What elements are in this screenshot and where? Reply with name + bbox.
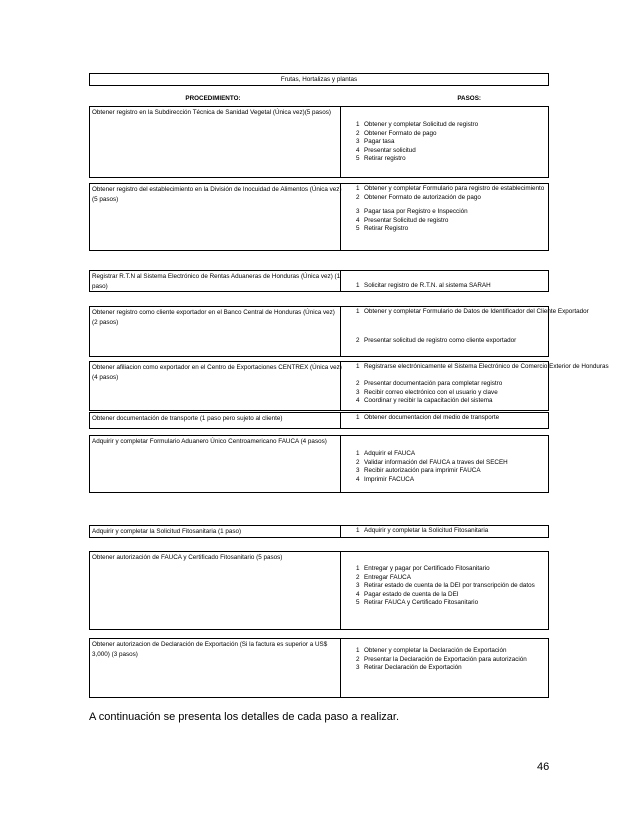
step-number: 3	[356, 388, 360, 396]
step-number: 1	[356, 121, 360, 128]
column-divider	[340, 184, 341, 250]
step-item	[356, 414, 499, 423]
step-text: Pagar estado de cuenta de la DEI	[364, 590, 459, 598]
step-number: 5	[356, 599, 360, 606]
step-number: 3	[356, 664, 360, 671]
step-text: Pagar tasa por Registro e Inspección	[364, 208, 468, 215]
step-item	[356, 599, 478, 608]
step-text: Adquirir y completar la Solicitud Fitosanitaria	[364, 527, 489, 534]
step-item	[356, 459, 508, 468]
procedure-section	[89, 306, 589, 357]
procedure-description: Adquirir y completar Formulario Aduanero Único Centroamericano FAUCA (4 pasos)	[92, 438, 327, 445]
step-text: Obtener y completar Solicitud de registro	[364, 121, 479, 128]
step-text: Pagar tasa	[364, 138, 395, 145]
column-divider	[340, 639, 341, 697]
step-number: 1	[356, 363, 360, 370]
footer-text: A continuación se presenta los detalles de cada paso a realizar.	[89, 711, 400, 723]
step-number: 4	[356, 146, 360, 154]
step-item	[356, 582, 535, 591]
step-text: Obtener y completar la Declaración de Exportación	[364, 647, 507, 654]
procedure-description: Registrar R.T.N al Sistema Electrónico de Rentas Aduaneras de Honduras (Única vez) (1 paso)	[92, 273, 341, 290]
step-text: Registrarse electrónicamente el Sistema Electrónico de Comercio Exterior de Honduras	[364, 363, 609, 370]
step-text: Obtener Formato de autorización de pago	[364, 193, 481, 201]
column-divider	[340, 436, 341, 492]
step-item	[356, 130, 436, 139]
procedure-section	[89, 361, 609, 411]
step-item	[356, 656, 527, 665]
step-number: 2	[356, 129, 360, 137]
step-text: Obtener y completar Formulario para registro de establecimiento	[364, 185, 545, 192]
step-number: 1	[356, 185, 360, 192]
procedure-description: Obtener autorización de FAUCA y Certificado Fitosanitario (5 pasos)	[92, 554, 283, 561]
procedure-description: Obtener registro en la Subdirección Técnica de Sanidad Vegetal (Única vez)(5 pasos)	[92, 109, 331, 116]
procedure-section	[89, 412, 549, 429]
step-number: 3	[356, 208, 360, 215]
step-item	[356, 476, 414, 485]
column-divider	[340, 307, 341, 356]
step-text: Obtener documentacion del medio de transporte	[364, 414, 500, 421]
procedure-description: Obtener registro del establecimiento en la División de Inocuidad de Alimentos (Única vez)(5 pasos)	[92, 186, 342, 203]
column-divider	[340, 552, 341, 629]
procedure-table	[89, 73, 609, 671]
step-number: 4	[356, 590, 360, 598]
step-item	[356, 138, 394, 147]
step-number: 2	[356, 458, 360, 466]
step-item	[356, 225, 408, 234]
step-number: 1	[356, 647, 360, 654]
step-text: Recibir autorización para imprimir FAUCA	[364, 467, 481, 474]
step-number: 3	[356, 582, 360, 589]
step-item	[356, 121, 478, 130]
step-number: 1	[356, 308, 360, 315]
step-text: Retirar FAUCA y Certificado Fitosanitario	[364, 599, 479, 606]
step-text: Imprimir FACUCA	[364, 475, 415, 483]
step-number: 2	[356, 337, 360, 344]
step-item	[356, 208, 468, 217]
procedure-section	[89, 106, 549, 178]
step-number: 5	[356, 225, 360, 232]
column-divider	[340, 362, 341, 410]
step-item	[356, 308, 589, 317]
step-number: 1	[356, 565, 360, 572]
step-text: Obtener Formato de pago	[364, 129, 437, 137]
step-item	[356, 467, 481, 476]
step-number: 2	[356, 193, 360, 201]
step-text: Validar información del FAUCA a traves del SECEH	[364, 458, 508, 466]
step-item	[356, 363, 609, 372]
step-text: Presentar documentación para completar registro	[364, 380, 503, 387]
step-number: 1	[356, 450, 360, 457]
step-text: Entregar FAUCA	[364, 573, 411, 581]
step-item	[356, 591, 459, 600]
procedure-section	[89, 435, 549, 493]
step-number: 4	[356, 475, 360, 483]
column-divider	[340, 107, 341, 177]
step-number: 1	[356, 282, 360, 289]
step-item	[356, 217, 448, 226]
step-number: 4	[356, 397, 360, 404]
step-item	[356, 282, 491, 291]
step-text: Recibir correo electrónico con el usuario y clave	[364, 388, 498, 396]
step-number: 3	[356, 138, 360, 145]
procedure-description: Obtener documentación de transporte (1 paso pero sujeto al cliente)	[92, 415, 283, 422]
step-text: Retirar Registro	[364, 225, 409, 232]
procedure-section	[89, 638, 549, 698]
table-banner: Frutas, Hortalizas y plantas	[89, 73, 549, 86]
step-text: Retirar estado de cuenta de la DEI por transcripción de datos	[364, 582, 535, 589]
procedure-section	[89, 270, 549, 292]
step-number: 1	[356, 414, 360, 421]
step-text: Presentar la Declaración de Exportación para autorización	[364, 655, 527, 663]
step-item	[356, 527, 488, 536]
header-pasos: PASOS:	[457, 95, 481, 102]
step-item	[356, 155, 406, 164]
step-item	[356, 450, 415, 459]
header-procedimiento: PROCEDIMIENTO:	[185, 95, 241, 102]
procedure-description: Adquirir y completar la Solicitud Fitosanitaria (1 paso)	[92, 528, 242, 535]
step-item	[356, 397, 492, 406]
step-item	[356, 664, 462, 673]
step-text: Presentar solicitud	[364, 146, 416, 154]
step-text: Obtener y completar Formulario de Datos de Identificador del Cliente Exportador	[364, 308, 589, 315]
procedure-section	[89, 551, 549, 630]
page-number: 46	[537, 761, 550, 773]
step-number: 2	[356, 573, 360, 581]
step-item	[356, 147, 416, 156]
step-item	[356, 185, 544, 194]
step-number: 4	[356, 216, 360, 224]
step-number: 1	[356, 527, 360, 534]
step-item	[356, 380, 502, 389]
step-text: Coordinar y recibir la capacitación del sistema	[364, 397, 493, 404]
table-header	[89, 94, 549, 104]
procedure-description: Obtener registro como cliente exportador en el Banco Central de Honduras (Única vez) (2 pasos)	[92, 309, 335, 326]
column-divider	[340, 526, 341, 537]
procedure-description: Obtener afiliacion como exportador en el Centro de Exportaciones CENTREX (Única vez) (4 pasos)	[92, 364, 342, 381]
step-text: Retirar registro	[364, 155, 406, 162]
step-text: Retirar Declaración de Exportación	[364, 664, 462, 671]
step-number: 5	[356, 155, 360, 162]
step-text: Entregar y pagar por Certificado Fitosanitario	[364, 565, 490, 572]
step-text: Adquirir el FAUCA	[364, 450, 416, 457]
step-item	[356, 389, 498, 398]
column-divider	[340, 413, 341, 428]
step-text: Presentar Solicitud de registro	[364, 216, 449, 224]
procedure-section	[89, 525, 549, 538]
column-divider	[340, 271, 341, 291]
step-item	[356, 337, 516, 346]
step-item	[356, 574, 411, 583]
step-number: 3	[356, 467, 360, 474]
step-text: Solicitar registro de R.T.N. al sistema SARAH	[364, 282, 491, 289]
procedure-section	[89, 183, 549, 251]
step-item	[356, 647, 506, 656]
step-item	[356, 194, 481, 203]
step-item	[356, 565, 490, 574]
procedure-description: Obtener autorizacion de Declaración de Exportación (Si la factura es superior a US$ 3,000) (3 pasos)	[92, 641, 328, 658]
step-text: Presentar solicitud de registro como cliente exportador	[364, 337, 517, 344]
step-number: 2	[356, 655, 360, 663]
step-number: 2	[356, 380, 360, 387]
